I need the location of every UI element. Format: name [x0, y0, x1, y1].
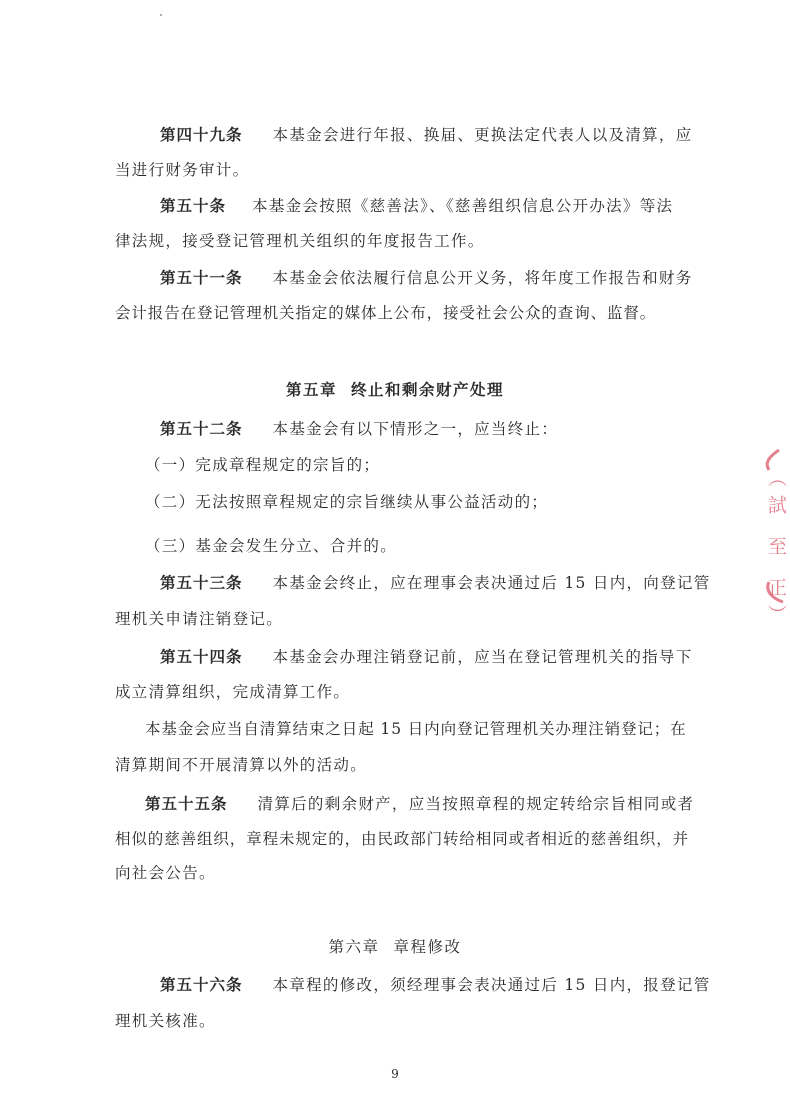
article-54-text: 本基金会办理注销登记前，应当在登记管理机关的指导下	[272, 648, 693, 666]
chapter-5-title: 终止和剩余财产处理	[351, 380, 505, 399]
article-50-number: 第五十条	[160, 196, 227, 215]
article-51-line-2: 会计报告在登记管理机关指定的媒体上公布，接受社会公众的查询、监督。	[115, 304, 657, 322]
article-49-number: 第四十九条	[160, 125, 243, 144]
article-51-text: 本基金会依法履行信息公开义务，将年度工作报告和财务	[272, 269, 693, 287]
article-56-line-1	[160, 975, 711, 995]
page-number: 9	[391, 1067, 399, 1081]
article-55-number: 第五十五条	[145, 794, 228, 813]
article-52-line	[160, 419, 558, 439]
article-55-line-3: 向社会公告。	[115, 864, 216, 882]
chapter-6-heading	[0, 937, 790, 957]
clause-1: （一）完成章程规定的宗旨的；	[145, 456, 381, 474]
clause-2: （二）无法按照章程规定的宗旨继续从事公益活动的；	[145, 493, 549, 511]
article-56-number: 第五十六条	[160, 975, 243, 994]
article-56-line-2: 理机关核准。	[115, 1012, 216, 1030]
chapter-5-heading	[0, 380, 790, 400]
article-55-line-2: 相似的慈善组织，章程未规定的，由民政部门转给相同或者相近的慈善组织，并	[115, 830, 690, 848]
article-50-line-2: 律法规，接受登记管理机关组织的年度报告工作。	[115, 232, 485, 250]
article-53-number: 第五十三条	[160, 573, 243, 592]
article-53-line-2: 理机关申请注销登记。	[115, 610, 284, 628]
article-55-text: 清算后的剩余财产，应当按照章程的规定转给宗旨相同或者	[257, 795, 695, 813]
article-53-line-1	[160, 573, 711, 593]
chapter-5-label: 第五章	[285, 380, 337, 399]
article-52-text: 本基金会有以下情形之一，应当终止：	[272, 420, 559, 438]
article-51-line-1	[160, 268, 693, 288]
article-51-number: 第五十一条	[160, 268, 243, 287]
article-55-line-1	[145, 794, 694, 814]
article-54-number: 第五十四条	[160, 647, 243, 666]
article-50-line-1	[160, 196, 673, 216]
article-52-number: 第五十二条	[160, 419, 243, 438]
chapter-6-label: 第六章	[328, 938, 380, 956]
article-50-text: 本基金会按照《慈善法》、《慈善组织信息公开办法》等法	[252, 197, 674, 215]
clause-3: （三）基金会发生分立、合并的。	[145, 537, 398, 555]
dissolution-paragraph-line-1: 本基金会应当自清算结束之日起 15 日内向登记管理机关办理注销登记；在	[145, 720, 687, 738]
seal-stamp-text: （試 至 正）	[765, 468, 787, 632]
article-54-line-2: 成立清算组织，完成清算工作。	[115, 683, 351, 701]
scan-speck	[160, 14, 162, 16]
dissolution-paragraph-line-2: 清算期间不开展清算以外的活动。	[115, 756, 368, 774]
article-53-text: 本基金会终止，应在理事会表决通过后 15 日内，向登记管	[272, 574, 711, 592]
article-54-line-1	[160, 647, 693, 667]
article-49-text: 本基金会进行年报、换届、更换法定代表人以及清算，应	[272, 126, 693, 144]
article-49-line-2: 当进行财务审计。	[115, 161, 250, 179]
article-49-line-1	[160, 125, 693, 145]
chapter-6-title: 章程修改	[393, 938, 462, 956]
article-56-text: 本章程的修改，须经理事会表决通过后 15 日内，报登记管	[272, 976, 711, 994]
